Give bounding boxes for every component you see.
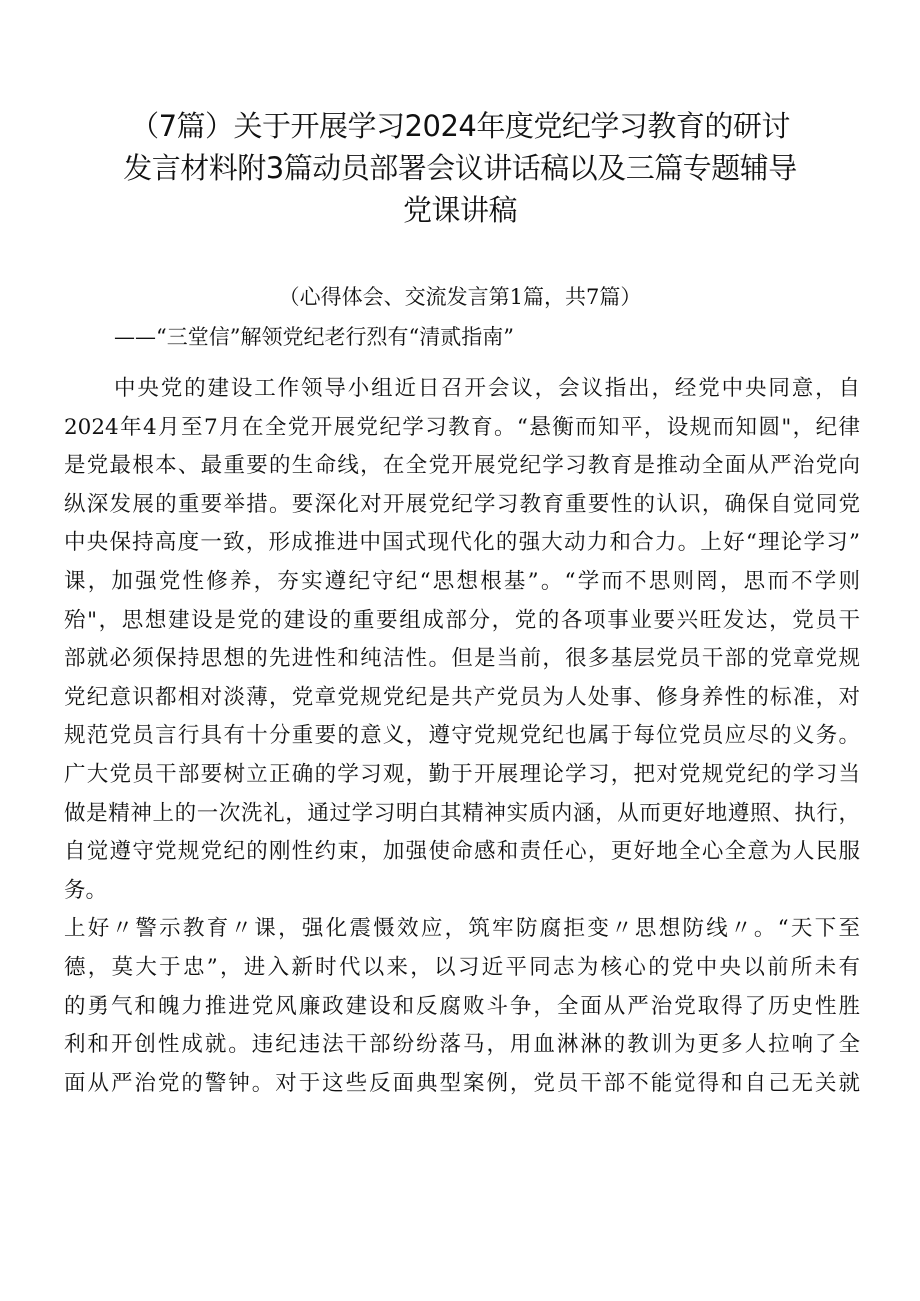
paragraph-1-line: 纵深发展的重要举措。要深化对开展党纪学习教育重要性的认识，确保自觉同党 — [64, 491, 860, 517]
document-subtitle: （心得体会、交流发言第1篇，共7篇） — [278, 285, 642, 309]
title-line-1: （7篇）关于开展学习2024年度党纪学习教育的研讨 — [130, 109, 790, 144]
document-body — [64, 370, 860, 1103]
paragraph-2-line: 上好〃警示教育〃课，强化震慑效应，筑牢防腐拒变〃思想防线〃。“天下至 — [64, 916, 860, 942]
section-heading: ——“三堂信”解领党纪老行烈有“清贰指南” — [114, 325, 514, 349]
paragraph-1-line: 2024年4月至7月在全党开展党纪学习教育。“悬衡而知平，设规而知圆"，纪律 — [64, 414, 860, 440]
title-line-2: 发言材料附3篇动员部署会议讲话稿以及三篇专题辅导 — [123, 151, 797, 186]
paragraph-1-line: 是党最根本、最重要的生命线，在全党开展党纪学习教育是推动全面从严治党向 — [64, 453, 860, 479]
paragraph-2-line: 的勇气和魄力推进党风廉政建设和反腐败斗争，全面从严治党取得了历史性胜 — [64, 993, 860, 1019]
paragraph-1-line: 务。 — [64, 877, 108, 903]
paragraph-1-line: 课，加强党性修养，夯实遵纪守纪“思想根基”。“学而不思则罔，思而不学则 — [64, 568, 860, 594]
paragraph-2-line: 德，莫大于忠”，进入新时代以来，以习近平同志为核心的党中央以前所未有 — [64, 954, 860, 980]
paragraph-2-line: 面从严治党的警钟。对于这些反面典型案例，党员干部不能觉得和自己无关就 — [64, 1070, 860, 1096]
document-title — [80, 105, 840, 231]
title-line-3: 党课讲稿 — [402, 193, 517, 228]
paragraph-1-line: 部就必须保持思想的先进性和纯洁性。但是当前，很多基层党员干部的党章党规 — [64, 646, 860, 672]
paragraph-1-line: 殆"，思想建设是党的建设的重要组成部分，党的各项事业要兴旺发达，党员干 — [64, 607, 860, 633]
paragraph-1-line: 中央党的建设工作领导小组近日召开会议，会议指出，经党中央同意，自 — [114, 376, 860, 401]
paragraph-1-line: 党纪意识都相对淡薄，党章党规党纪是共产党员为人处事、修身养性的标准，对 — [64, 684, 860, 710]
paragraph-1-line: 广大党员干部要树立正确的学习观，勤于开展理论学习，把对党规党纪的学习当 — [64, 761, 860, 787]
paragraph-1-line: 做是精神上的一次洗礼，通过学习明白其精神实质内涵，从而更好地遵照、执行， — [64, 800, 860, 826]
paragraph-1-line: 规范党员言行具有十分重要的意义，遵守党规党纪也属于每位党员应尽的义务。 — [64, 723, 860, 749]
paragraph-1-line: 中央保持高度一致，形成推进中国式现代化的强大动力和合力。上好“理论学习” — [64, 530, 860, 556]
paragraph-2-line: 利和开创性成就。违纪违法干部纷纷落马，用血淋淋的教训为更多人拉响了全 — [64, 1032, 860, 1058]
paragraph-1-line: 自觉遵守党规党纪的刚性约束，加强使命感和责任心，更好地全心全意为人民服 — [64, 839, 860, 865]
